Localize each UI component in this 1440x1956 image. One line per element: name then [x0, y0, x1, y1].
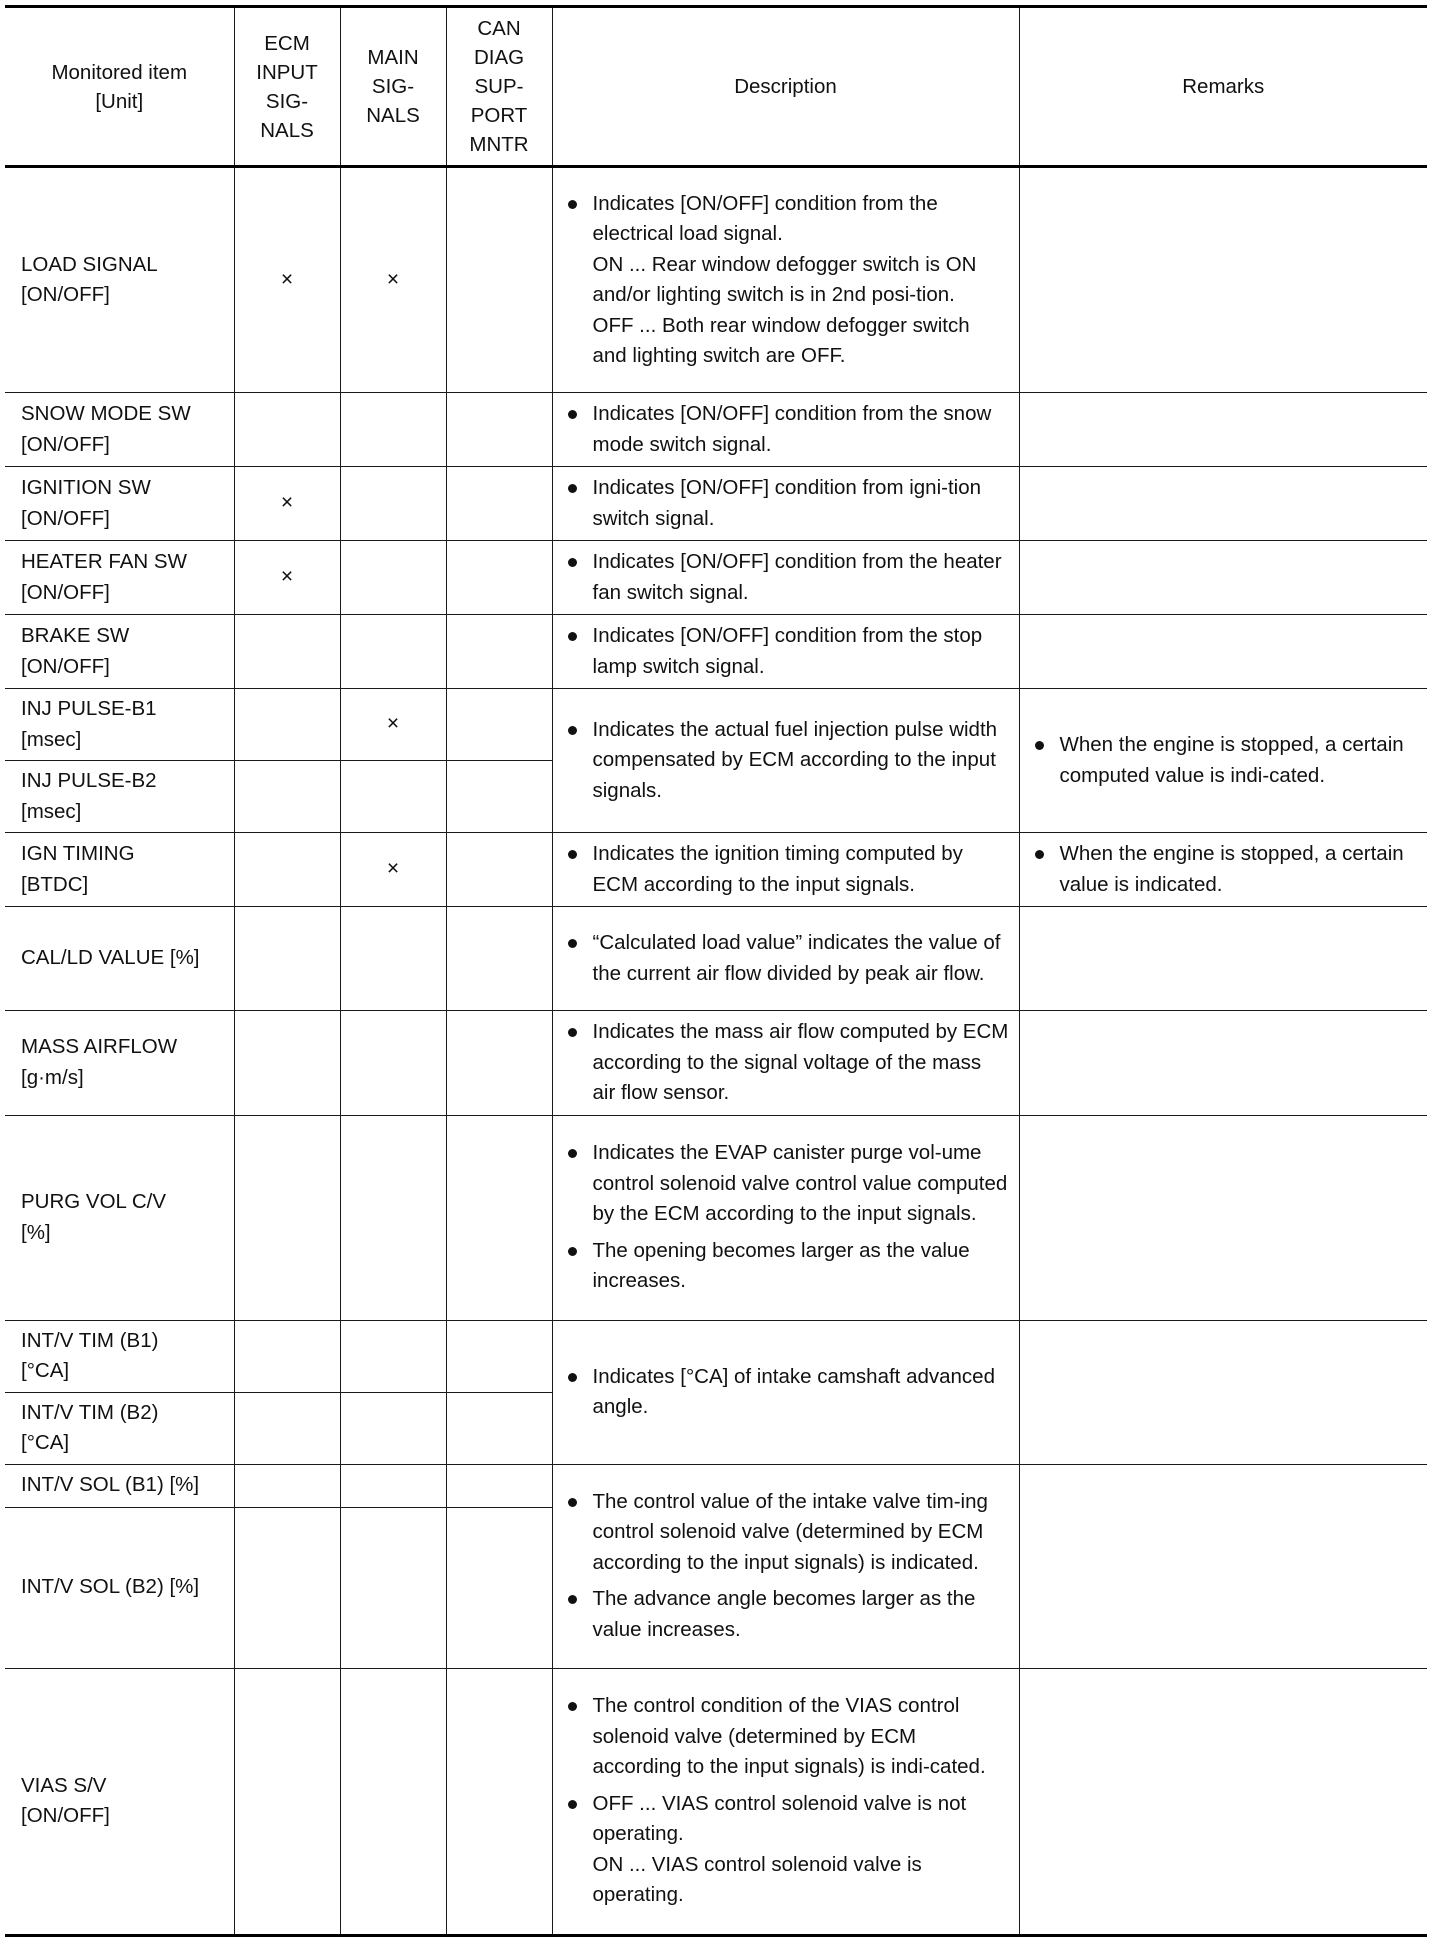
can-diag-cell	[446, 689, 552, 761]
description-bullet: The opening becomes larger as the value increases.	[553, 1236, 1009, 1297]
remarks-cell	[1019, 615, 1427, 689]
ecm-input-cell	[234, 1115, 340, 1320]
ecm-input-cell	[234, 907, 340, 1011]
main-signal-cell	[340, 907, 446, 1011]
item-name: BRAKE SW [ON/OFF]	[5, 615, 234, 689]
can-diag-cell	[446, 1668, 552, 1935]
ecm-input-cell	[234, 1464, 340, 1507]
can-diag-cell	[446, 541, 552, 615]
main-signal-mark: ×	[340, 167, 446, 393]
remarks-cell	[1019, 393, 1427, 467]
ecm-input-cell	[234, 833, 340, 907]
description-bullet: Indicates the mass air flow computed by ECM according to the signal voltage of the mass air flow sensor.	[553, 1017, 1009, 1109]
description-cell	[552, 541, 1019, 615]
main-signal-cell	[340, 1507, 446, 1668]
main-signal-cell	[340, 1668, 446, 1935]
item-name: CAL/LD VALUE [%]	[5, 907, 234, 1011]
item-name: HEATER FAN SW [ON/OFF]	[5, 541, 234, 615]
table-row-vias-sv	[5, 1668, 1427, 1935]
main-signal-cell	[340, 761, 446, 833]
item-name: INT/V SOL (B2) [%]	[5, 1507, 234, 1668]
table-row-inj-pulse-b1	[5, 689, 1427, 761]
col-header-remarks: Remarks	[1019, 7, 1427, 167]
description-bullet: Indicates the actual fuel injection pulse width compensated by ECM according to the input signals.	[553, 715, 1009, 807]
description-bullet: Indicates [ON/OFF] condition from the heater fan switch signal.	[553, 547, 1009, 608]
table-row-cal-ld-value	[5, 907, 1427, 1011]
description-bullet: Indicates [ON/OFF] condition from igni-tion switch signal.	[553, 473, 1009, 534]
can-diag-cell	[446, 1507, 552, 1668]
table-row-heater-fan-sw	[5, 541, 1427, 615]
description-cell	[552, 615, 1019, 689]
remarks-cell	[1019, 541, 1427, 615]
description-cell	[552, 393, 1019, 467]
col-header-main-signals: MAIN SIG- NALS	[340, 7, 446, 167]
remarks-cell	[1019, 833, 1427, 907]
description-bullet: The control condition of the VIAS control solenoid valve (determined by ECM according to the input signals) is indi-cated.	[553, 1691, 1009, 1783]
description-bullet: Indicates [ON/OFF] condition from the snow mode switch signal.	[553, 399, 1009, 460]
description-cell	[552, 1115, 1019, 1320]
description-bullet: Indicates [ON/OFF] condition from the electrical load signal. ON ... Rear window defogger switch is ON and/or lighting switch is in 2nd posi-tion. OFF ... Both rear window defogger switch and lighting switch are OFF.	[553, 189, 1009, 372]
can-diag-cell	[446, 1320, 552, 1392]
description-cell	[552, 467, 1019, 541]
remarks-bullet: When the engine is stopped, a certain computed value is indi-cated.	[1020, 730, 1418, 791]
item-name: INT/V TIM (B2) [°CA]	[5, 1392, 234, 1464]
can-diag-cell	[446, 907, 552, 1011]
description-bullet: “Calculated load value” indicates the value of the current air flow divided by peak air flow.	[553, 928, 1009, 989]
item-name: PURG VOL C/V [%]	[5, 1115, 234, 1320]
ecm-input-cell	[234, 615, 340, 689]
item-name: IGN TIMING [BTDC]	[5, 833, 234, 907]
remarks-cell	[1019, 1464, 1427, 1668]
item-name: INJ PULSE-B1 [msec]	[5, 689, 234, 761]
description-cell	[552, 1320, 1019, 1464]
main-signal-mark: ×	[340, 833, 446, 907]
description-bullet: The control value of the intake valve tim-ing control solenoid valve (determined by ECM according to the input signals) is indicated.	[553, 1487, 1009, 1579]
main-signal-cell	[340, 467, 446, 541]
ecm-input-cell	[234, 689, 340, 761]
ecm-input-mark: ×	[234, 167, 340, 393]
item-name: SNOW MODE SW [ON/OFF]	[5, 393, 234, 467]
can-diag-cell	[446, 615, 552, 689]
remarks-cell	[1019, 167, 1427, 393]
remarks-cell	[1019, 907, 1427, 1011]
description-cell	[552, 907, 1019, 1011]
item-name: VIAS S/V [ON/OFF]	[5, 1668, 234, 1935]
can-diag-cell	[446, 393, 552, 467]
table-row-brake-sw	[5, 615, 1427, 689]
table-row-purg-vol-cv	[5, 1115, 1427, 1320]
can-diag-cell	[446, 833, 552, 907]
can-diag-cell	[446, 1115, 552, 1320]
can-diag-cell	[446, 167, 552, 393]
item-name: INT/V TIM (B1) [°CA]	[5, 1320, 234, 1392]
ecm-input-mark: ×	[234, 467, 340, 541]
main-signal-cell	[340, 393, 446, 467]
data-monitor-table	[5, 5, 1427, 1937]
table-row-ignition-sw	[5, 467, 1427, 541]
remarks-bullet: When the engine is stopped, a certain value is indicated.	[1020, 839, 1418, 900]
description-bullet: Indicates [°CA] of intake camshaft advanced angle.	[553, 1362, 1009, 1423]
item-name: MASS AIRFLOW [g·m/s]	[5, 1011, 234, 1116]
ecm-input-cell	[234, 1392, 340, 1464]
col-header-ecm-input-signals: ECM INPUT SIG- NALS	[234, 7, 340, 167]
description-bullet: Indicates the ignition timing computed by ECM according to the input signals.	[553, 839, 1009, 900]
item-name: IGNITION SW [ON/OFF]	[5, 467, 234, 541]
description-cell	[552, 833, 1019, 907]
ecm-input-mark: ×	[234, 541, 340, 615]
description-bullet: The advance angle becomes larger as the value increases.	[553, 1584, 1009, 1645]
main-signal-cell	[340, 1320, 446, 1392]
main-signal-cell	[340, 1464, 446, 1507]
remarks-cell	[1019, 1668, 1427, 1935]
ecm-input-cell	[234, 761, 340, 833]
can-diag-cell	[446, 1392, 552, 1464]
monitor-table-page	[5, 5, 1427, 1937]
remarks-cell	[1019, 1320, 1427, 1464]
remarks-cell	[1019, 467, 1427, 541]
table-row-intv-tim-b1	[5, 1320, 1427, 1392]
main-signal-cell	[340, 1011, 446, 1116]
remarks-cell	[1019, 689, 1427, 833]
main-signal-cell	[340, 615, 446, 689]
col-header-monitored-item: Monitored item [Unit]	[5, 7, 234, 167]
remarks-cell	[1019, 1115, 1427, 1320]
table-header-row	[5, 7, 1427, 167]
ecm-input-cell	[234, 393, 340, 467]
item-name: INJ PULSE-B2 [msec]	[5, 761, 234, 833]
table-row-ign-timing	[5, 833, 1427, 907]
can-diag-cell	[446, 761, 552, 833]
table-row-snow-mode-sw	[5, 393, 1427, 467]
table-row-mass-airflow	[5, 1011, 1427, 1116]
ecm-input-cell	[234, 1668, 340, 1935]
description-cell	[552, 1464, 1019, 1668]
can-diag-cell	[446, 1464, 552, 1507]
main-signal-cell	[340, 1392, 446, 1464]
can-diag-cell	[446, 467, 552, 541]
remarks-cell	[1019, 1011, 1427, 1116]
main-signal-cell	[340, 541, 446, 615]
description-cell	[552, 1011, 1019, 1116]
ecm-input-cell	[234, 1320, 340, 1392]
description-bullet: OFF ... VIAS control solenoid valve is not operating. ON ... VIAS control solenoid valve is operating.	[553, 1789, 1009, 1911]
description-bullet: Indicates [ON/OFF] condition from the stop lamp switch signal.	[553, 621, 1009, 682]
description-cell	[552, 167, 1019, 393]
description-cell	[552, 1668, 1019, 1935]
col-header-description: Description	[552, 7, 1019, 167]
table-row-intv-sol-b1	[5, 1464, 1427, 1507]
main-signal-mark: ×	[340, 689, 446, 761]
ecm-input-cell	[234, 1507, 340, 1668]
can-diag-cell	[446, 1011, 552, 1116]
item-name: INT/V SOL (B1) [%]	[5, 1464, 234, 1507]
col-header-can-diag-support-mntr: CAN DIAG SUP- PORT MNTR	[446, 7, 552, 167]
description-bullet: Indicates the EVAP canister purge vol-ume control solenoid valve control value computed by the ECM according to the input signals.	[553, 1138, 1009, 1230]
item-name: LOAD SIGNAL [ON/OFF]	[5, 167, 234, 393]
main-signal-cell	[340, 1115, 446, 1320]
ecm-input-cell	[234, 1011, 340, 1116]
description-cell	[552, 689, 1019, 833]
table-row-load-signal	[5, 167, 1427, 393]
